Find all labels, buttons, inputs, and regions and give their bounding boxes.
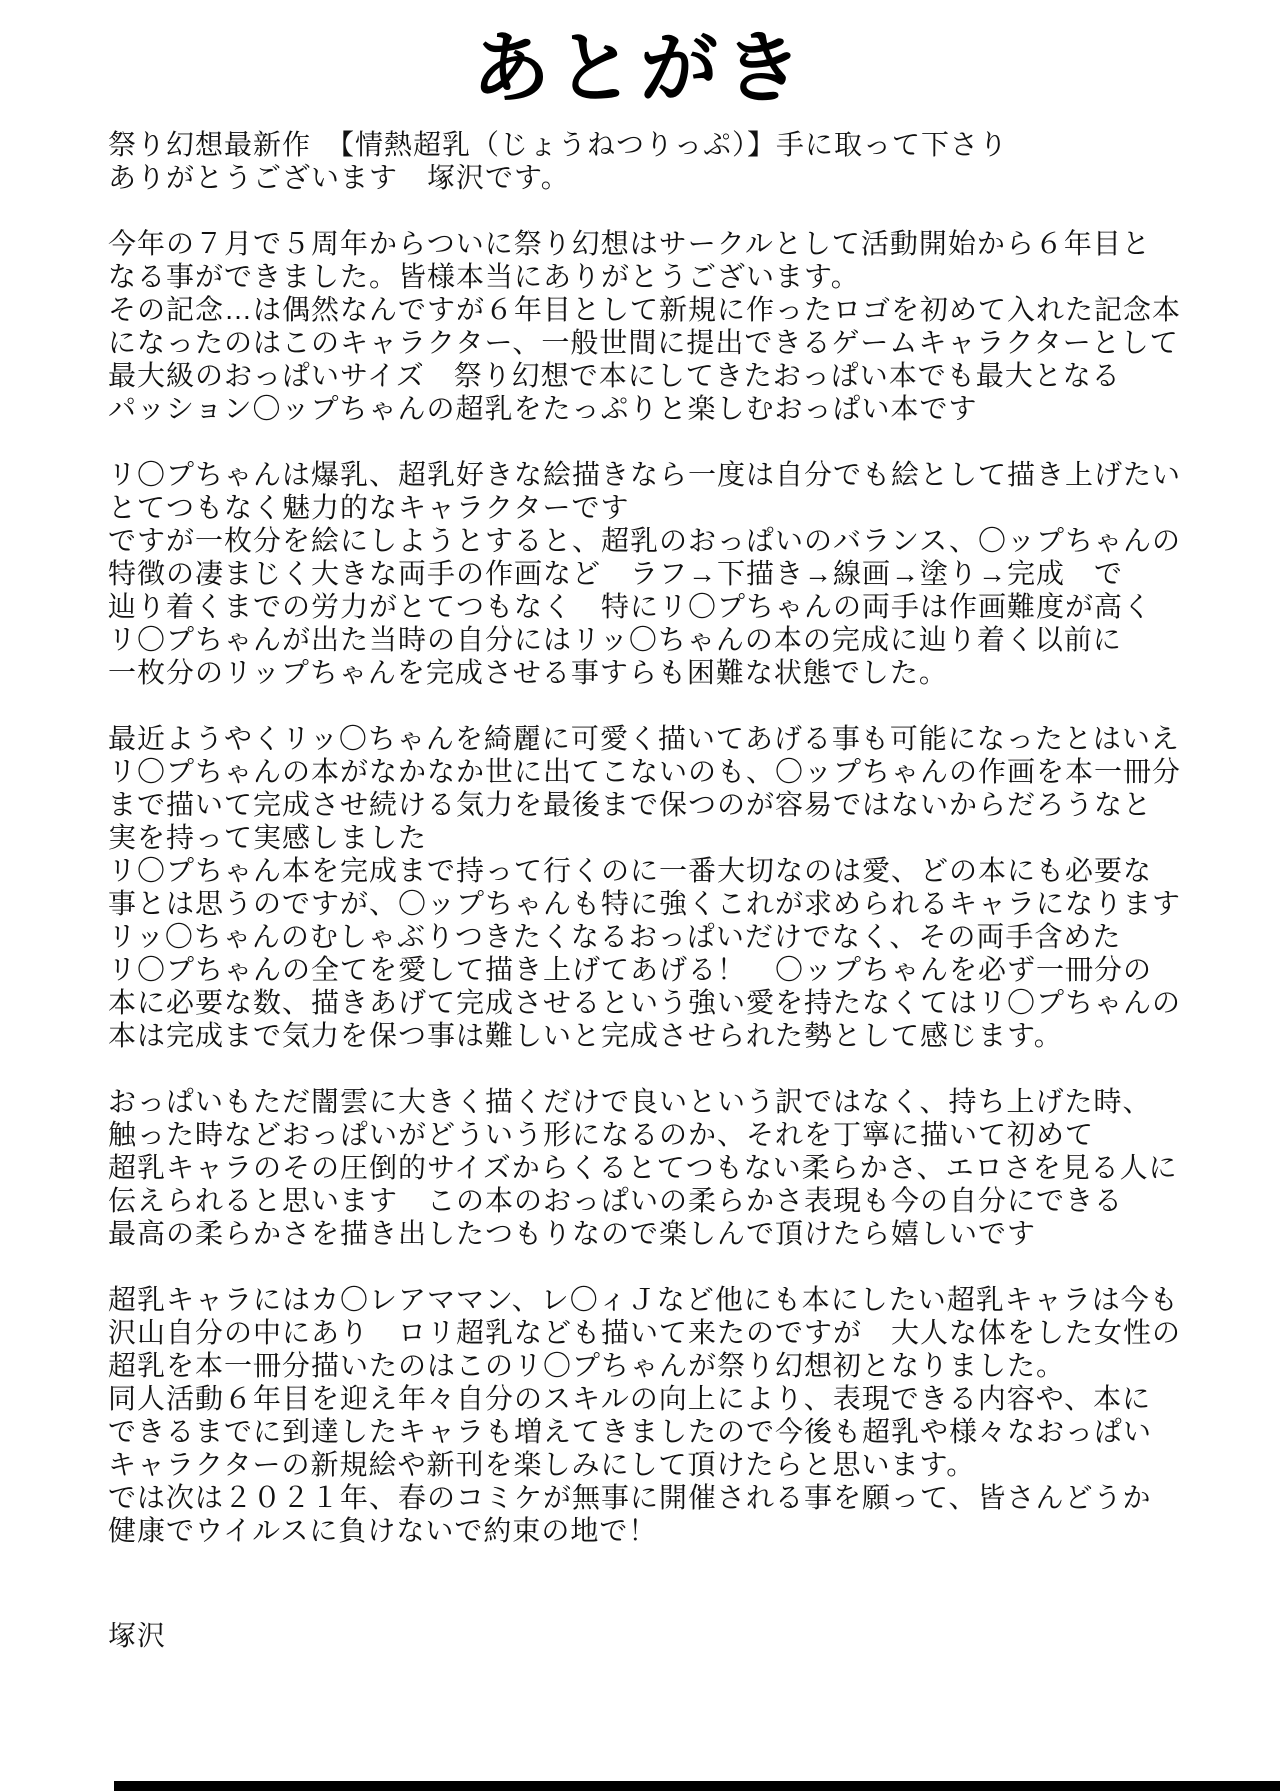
signature: 塚沢: [108, 1620, 167, 1651]
text-line: 事とは思うのですが、〇ップちゃんも特に強くこれが求められるキャラになります: [108, 888, 1182, 919]
text-line: 健康でウイルスに負けないで約束の地で！: [108, 1515, 658, 1546]
text-line: では次は２０２１年、春のコミケが無事に開催される事を願って、皆さんどうか: [108, 1482, 1152, 1513]
text-line: 最大級のおっぱいサイズ 祭り幻想で本にしてきたおっぱい本でも最大となる: [108, 360, 1121, 391]
paragraph: [108, 458, 1198, 689]
page-title: あとがき: [471, 23, 808, 114]
paragraph: [108, 1085, 1198, 1250]
text-line: 特徴の凄まじく大きな両手の作画など ラフ→下描き→線画→塗り→完成 で: [108, 558, 1124, 589]
text-line: ありがとうございます 塚沢です。: [108, 162, 570, 193]
text-line: まで描いて完成させ続ける気力を最後まで保つのが容易ではないからだろうなと: [108, 789, 1153, 820]
bottom-black-bar: [114, 1781, 1280, 1791]
text-line: パッション〇ップちゃんの超乳をたっぷりと楽しむおっぱい本です: [108, 393, 978, 424]
paragraph: [108, 722, 1198, 1052]
text-line: おっぱいもただ闇雲に大きく描くだけで良いという訳ではなく、持ち上げた時、: [108, 1086, 1152, 1117]
text-line: リ〇プちゃんは爆乳、超乳好きな絵描きなら一度は自分でも絵として描き上げたい: [108, 459, 1182, 490]
text-line: できるまでに到達したキャラも増えてきましたので今後も超乳や様々なおっぱい: [108, 1416, 1153, 1447]
text-line: キャラクターの新規絵や新刊を楽しみにして頂けたらと思います。: [108, 1449, 976, 1480]
text-line: 最高の柔らかさを描き出したつもりなので楽しんで頂けたら嬉しいです: [108, 1218, 1037, 1249]
text-line: 沢山自分の中にあり ロリ超乳なども描いて来たのですが 大人な体をした女性の: [108, 1317, 1182, 1348]
text-line: リ〇プちゃんの本がなかなか世に出てこないのも、〇ップちゃんの作画を本一冊分: [108, 756, 1182, 787]
text-line: 一枚分のリップちゃんを完成させる事すらも困難な状態でした。: [108, 657, 948, 688]
paragraph: [108, 227, 1198, 425]
text-line: なる事ができました。皆様本当にありがとうございます。: [108, 261, 860, 292]
text-line: 同人活動６年目を迎え年々自分のスキルの向上により、表現できる内容や、本に: [108, 1383, 1152, 1414]
text-line: その記念…は偶然なんですが６年目として新規に作ったロゴを初めて入れた記念本: [108, 294, 1182, 325]
text-line: 超乳キャラにはカ〇レアママン、レ〇ィＪなど他にも本にしたい超乳キャラは今も: [108, 1284, 1179, 1315]
text-line: 超乳を本一冊分描いたのはこのリ〇プちゃんが祭り幻想初となりました。: [108, 1350, 1066, 1381]
text-line: とてつもなく魅力的なキャラクターです: [108, 492, 630, 523]
paragraph: [108, 1283, 1198, 1547]
text-line: リ〇プちゃんが出た当時の自分にはリッ〇ちゃんの本の完成に辿り着く以前に: [108, 624, 1122, 655]
text-line: 実を持って実感しました: [108, 822, 428, 853]
text-line: 本は完成まで気力を保つ事は難しいと完成させられた勢として感じます。: [108, 1020, 1063, 1051]
text-line: ですが一枚分を絵にしようとすると、超乳のおっぱいのバランス、〇ップちゃんの: [108, 525, 1182, 556]
text-line: 祭り幻想最新作 【情熱超乳（じょうねつりっぷ）】手に取って下さり: [108, 129, 1009, 160]
paragraph: [108, 128, 1198, 194]
text-line: 今年の７月で５周年からついに祭り幻想はサークルとして活動開始から６年目と: [108, 228, 1151, 259]
text-line: 伝えられると思います この本のおっぱいの柔らかさ表現も今の自分にできる: [108, 1185, 1124, 1216]
text-line: リ〇プちゃんの全てを愛して描き上げてあげる！ 〇ップちゃんを必ず一冊分の: [108, 954, 1153, 985]
text-line: 辿り着くまでの労力がとてつもなく 特にリ〇プちゃんの両手は作画難度が高く: [108, 591, 1153, 622]
text-line: 最近ようやくリッ〇ちゃんを綺麗に可愛く描いてあげる事も可能になったとはいえ: [108, 723, 1180, 754]
afterword-body: [108, 128, 1198, 1652]
text-line: になったのはこのキャラクター、一般世間に提出できるゲームキャラクターとして: [108, 327, 1179, 358]
text-line: 超乳キャラのその圧倒的サイズからくるとてつもない柔らかさ、エロさを見る人に: [108, 1152, 1178, 1183]
text-line: リッ〇ちゃんのむしゃぶりつきたくなるおっぱいだけでなく、その両手含めた: [108, 921, 1122, 952]
text-line: 触った時などおっぱいがどういう形になるのか、それを丁寧に描いて初めて: [108, 1119, 1095, 1150]
text-line: リ〇プちゃん本を完成まで持って行くのに一番大切なのは愛、どの本にも必要な: [108, 855, 1153, 886]
text-line: 本に必要な数、描きあげて完成させるという強い愛を持たなくてはリ〇プちゃんの: [108, 987, 1182, 1018]
